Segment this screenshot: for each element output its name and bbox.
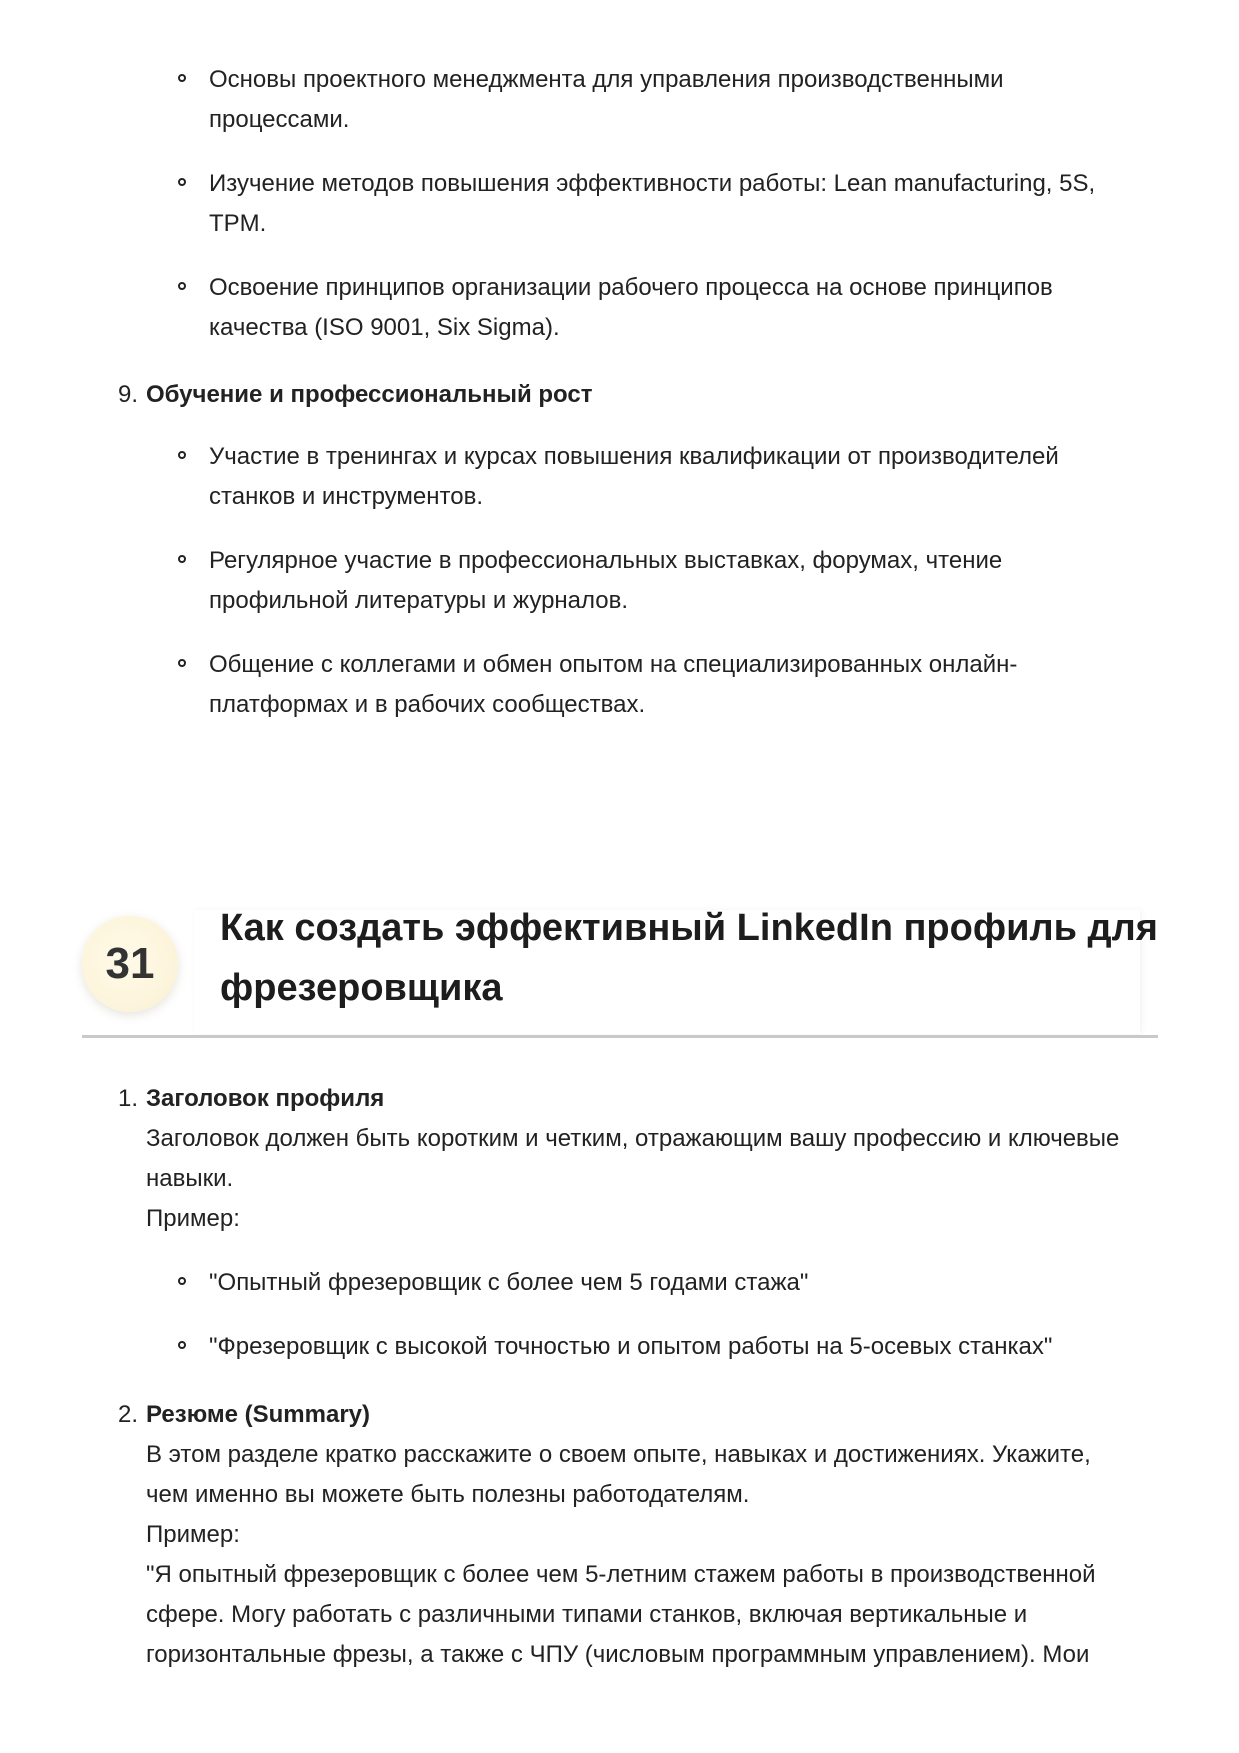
list-item-text: "Опытный фрезеровщик с более чем 5 годами стажа"	[209, 1269, 809, 1296]
item-body: Заголовок должен быть коротким и четким, отражающим вашу профессию и ключевые навыки.	[146, 1125, 1120, 1192]
numbered-item-1	[118, 1079, 1128, 1239]
circle-bullet-icon	[178, 555, 186, 563]
item-body: В этом разделе кратко расскажите о своем опыте, навыках и достижениях. Укажите, чем именно вы можете быть полезны работодателям.	[146, 1441, 1091, 1508]
list-item	[178, 60, 1138, 140]
item-title: Резюме (Summary)	[146, 1401, 371, 1428]
list-item	[178, 1263, 1138, 1303]
circle-bullet-icon	[178, 282, 186, 290]
item-title: Обучение и профессиональный рост	[146, 381, 593, 408]
numbered-item-9	[118, 375, 1128, 415]
point1-examples	[178, 1263, 1138, 1391]
example-label: Пример:	[146, 1521, 240, 1548]
item-number: 2.	[118, 1401, 139, 1428]
list-item-text: Участие в тренингах и курсах повышения квалификации от производителей станков и инструментов.	[209, 443, 1059, 510]
example-text: "Я опытный фрезеровщик с более чем 5-летним стажем работы в производственной сфере. Могу работать с различными типами станков, включая вертикальные и горизонтальные фрезы, а также с ЧПУ (числовым программным управлением). Мои	[146, 1561, 1096, 1668]
numbered-item-2	[118, 1395, 1128, 1675]
chapter-divider	[82, 1035, 1158, 1038]
top-sub-list	[178, 60, 1138, 372]
circle-bullet-icon	[178, 1341, 186, 1349]
list-item-text: Освоение принципов организации рабочего процесса на основе принципов качества (ISO 9001, Six Sigma).	[209, 274, 1053, 341]
chapter-number-badge: 31	[82, 916, 178, 1012]
circle-bullet-icon	[178, 178, 186, 186]
list-item	[178, 541, 1138, 621]
list-item-text: Общение с коллегами и обмен опытом на специализированных онлайн-платформах и в рабочих сообществах.	[209, 651, 1018, 718]
list-item	[178, 437, 1138, 517]
item-number: 1.	[118, 1085, 139, 1112]
list-item	[178, 1327, 1138, 1367]
chapter-header	[82, 907, 1162, 1036]
list-item	[178, 164, 1138, 244]
list-item	[178, 645, 1138, 725]
section9-sub-list	[178, 437, 1138, 749]
chapter-title: Как создать эффективный LinkedIn профиль для фрезеровщика	[220, 907, 1158, 1009]
list-item-text: "Фрезеровщик с высокой точностью и опытом работы на 5-осевых станках"	[209, 1333, 1053, 1360]
circle-bullet-icon	[178, 659, 186, 667]
item-number: 9.	[118, 381, 139, 408]
circle-bullet-icon	[178, 451, 186, 459]
example-label: Пример:	[146, 1205, 240, 1232]
circle-bullet-icon	[178, 1277, 186, 1285]
circle-bullet-icon	[178, 74, 186, 82]
list-item-text: Основы проектного менеджмента для управления производственными процессами.	[209, 66, 1004, 133]
item-title: Заголовок профиля	[146, 1085, 385, 1112]
list-item-text: Изучение методов повышения эффективности работы: Lean manufacturing, 5S, TPM.	[209, 170, 1096, 237]
list-item	[178, 268, 1138, 348]
list-item-text: Регулярное участие в профессиональных выставках, форумах, чтение профильной литературы и журналов.	[209, 547, 1003, 614]
